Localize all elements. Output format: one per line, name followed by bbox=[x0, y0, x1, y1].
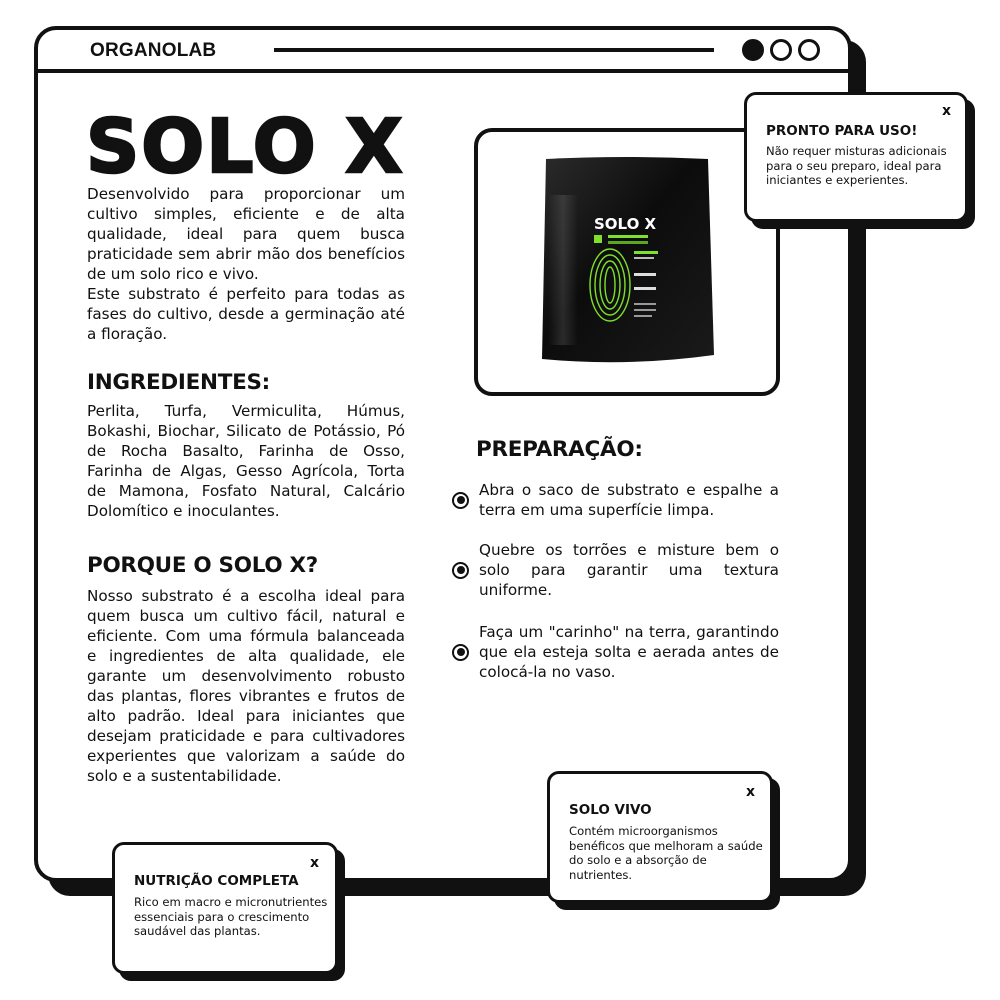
preparation-step-text: Faça um "carinho" na terra, garantindo que ela esteja solta e aerada antes de colocá-la no vaso. bbox=[479, 623, 779, 681]
preparation-step bbox=[452, 540, 782, 600]
close-icon[interactable]: x bbox=[309, 855, 319, 871]
ingredients-heading: INGREDIENTES: bbox=[87, 370, 270, 395]
preparation-step bbox=[452, 480, 782, 520]
product-title: SOLO X bbox=[86, 104, 405, 190]
popup-complete-nutrition bbox=[112, 842, 338, 974]
radio-bullet-icon bbox=[452, 492, 469, 509]
brand-name: ORGANOLAB bbox=[90, 40, 217, 61]
popup-title: PRONTO PARA USO! bbox=[766, 123, 918, 139]
popup-body: Contém microorganismos benéficos que melhoram a saúde do solo e a absorção de nutrientes. bbox=[569, 824, 763, 882]
close-icon[interactable]: x bbox=[941, 103, 951, 119]
window-control-dot-1[interactable] bbox=[742, 39, 764, 61]
popup-living-soil bbox=[547, 771, 773, 903]
close-icon[interactable]: x bbox=[745, 784, 755, 800]
popup-title: NUTRIÇÃO COMPLETA bbox=[134, 873, 299, 889]
window-titlebar bbox=[38, 30, 848, 73]
popup-body: Não requer misturas adicionais para o seu preparo, ideal para iniciantes e experientes. bbox=[766, 144, 947, 187]
popup-title: SOLO VIVO bbox=[569, 802, 652, 818]
bag-label: SOLO X bbox=[594, 215, 657, 233]
preparation-heading: PREPARAÇÃO: bbox=[476, 437, 643, 462]
intro-paragraph-2: Este substrato é perfeito para todas as fases do cultivo, desde a germinação até a floração. bbox=[87, 285, 405, 343]
window-controls bbox=[742, 39, 820, 61]
preparation-step-text: Abra o saco de substrato e espalhe a terra em uma superfície limpa. bbox=[479, 481, 779, 519]
intro-paragraph-1: Desenvolvido para proporcionar um cultivo simples, eficiente e de alta qualidade, ideal para quem busca praticidade sem abrir mão dos benefícios de um solo rico e vivo. bbox=[87, 185, 405, 283]
ingredients-text: Perlita, Turfa, Vermiculita, Húmus, Bokashi, Biochar, Silicato de Potássio, Pó de Rocha Basalto, Farinha de Osso, Farinha de Algas, Gesso Agrícola, Torta de Mamona, Fosfato Natural, Calcário Dolomítico e inoculantes. bbox=[87, 402, 405, 520]
window-control-dot-2[interactable] bbox=[770, 39, 792, 61]
radio-bullet-icon bbox=[452, 562, 469, 579]
why-text: Nosso substrato é a escolha ideal para quem busca um cultivo fácil, natural e eficiente. Com uma fórmula balanceada e ingredientes de alta qualidade, ele garante um desenvolvimento robusto das plantas, flores vibrantes e frutos de alto padrão. Ideal para iniciantes que desejam praticidade e para cultivadores experientes que valorizam a saúde do solo e a sustentabilidade. bbox=[87, 587, 405, 785]
why-heading: PORQUE O SOLO X? bbox=[87, 553, 318, 578]
product-bag-image bbox=[538, 155, 716, 367]
titlebar-line bbox=[274, 48, 714, 52]
popup-ready-to-use bbox=[744, 92, 968, 222]
preparation-step bbox=[452, 622, 782, 682]
radio-bullet-icon bbox=[452, 644, 469, 661]
window-control-dot-3[interactable] bbox=[798, 39, 820, 61]
intro-text bbox=[87, 184, 405, 344]
preparation-step-text: Quebre os torrões e misture bem o solo para garantir uma textura uniforme. bbox=[479, 541, 779, 599]
popup-body: Rico em macro e micronutrientes essenciais para o crescimento saudável das plantas. bbox=[134, 895, 328, 938]
